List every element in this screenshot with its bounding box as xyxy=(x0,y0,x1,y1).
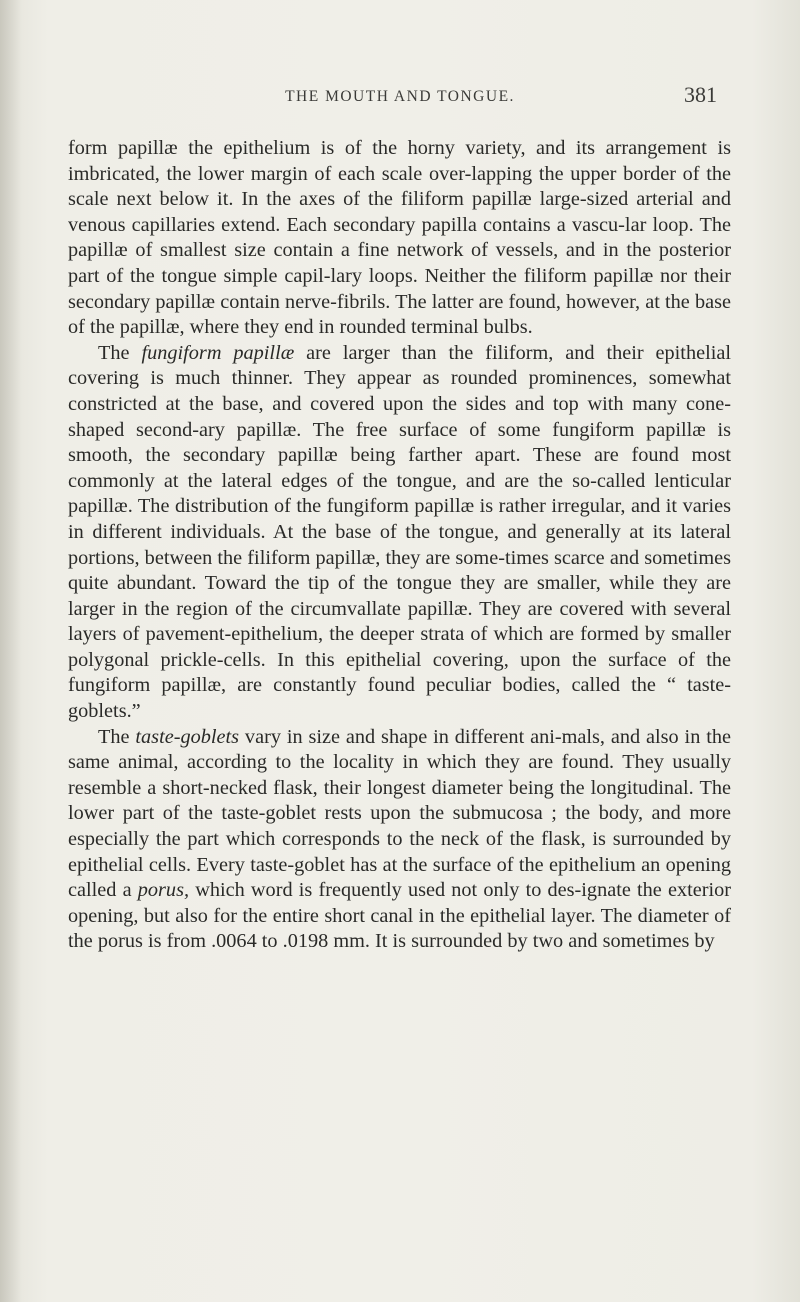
paragraph-text: vary in size and shape in different ani-mals, and also in the same animal, according to the locality in which they are found. They usually resemble a short-necked flask, their longest diameter being the longitudinal. The lower part of the taste-goblet rests upon the submucosa ; the body, and more especially the part which corresponds to the neck of the flask, is surrounded by epithelial cells. Every taste-goblet has at the surface of the epithelium an opening called a xyxy=(68,725,731,902)
page-header xyxy=(0,82,800,112)
paragraph-text: form papillæ the epithelium is of the horny variety, and its arrangement is imbricated, the lower margin of each scale over-lapping the upper border of the scale next below it. In the axes of the filiform papillæ large-sized arterial and venous capillaries extend. Each secondary papilla contains a vascu-lar loop. The papillæ of smallest size contain a fine network of vessels, and in the posterior part of the tongue simple capil-lary loops. Neither the filiform papillæ nor their secondary papillæ contain nerve-fibrils. The latter are found, however, at the base of the papillæ, where they end in rounded terminal bulbs. xyxy=(68,137,731,339)
paragraph-filiform-vessels xyxy=(68,136,731,341)
paragraph-text: are larger than the filiform, and their epithelial covering is much thinner. They appear as rounded prominences, somewhat constricted at the base, and covered upon the sides and top with many cone-shaped second-ary papillæ. The free surface of some fungiform papillæ is smooth, the secondary papillæ being farther apart. These are found most commonly at the lateral edges of the tongue, and are the so-called lenticular papillæ. The distribution of the fungiform papillæ is rather irregular, and it varies in different individuals. At the base of the tongue, and generally at its lateral portions, between the filiform papillæ, they are some-times scarce and sometimes quite abundant. Toward the tip of the tongue they are smaller, while they are larger in the region of the circumvallate papillæ. They are covered with several layers of pavement-epithelium, the deeper strata of which are formed by smaller polygonal prickle-cells. In this epithelial covering, upon the surface of the fungiform papillæ, are constantly found peculiar bodies, called the “ taste-goblets.” xyxy=(68,341,731,723)
paragraph-text: The xyxy=(98,725,136,748)
italic-term-taste-goblets: taste-goblets xyxy=(135,725,240,748)
page-number: 381 xyxy=(684,82,717,107)
italic-term-porus: porus, xyxy=(137,879,190,902)
paragraph-taste-goblets xyxy=(68,725,731,955)
paragraph-fungiform-papillae xyxy=(68,341,731,725)
italic-term-fungiform-papillae: fungiform papillæ xyxy=(141,341,295,364)
running-head: THE MOUTH AND TONGUE. xyxy=(285,88,515,105)
body-text xyxy=(68,136,731,955)
paragraph-text: The xyxy=(98,341,142,364)
paragraph-text: which word is frequently used not only to des-ignate the exterior opening, but also for the entire short canal in the epithelial layer. The diameter of the porus is from .0064 to .0198 mm. It is surrounded by two and sometimes by xyxy=(68,879,732,953)
spine-shadow xyxy=(0,0,22,1302)
